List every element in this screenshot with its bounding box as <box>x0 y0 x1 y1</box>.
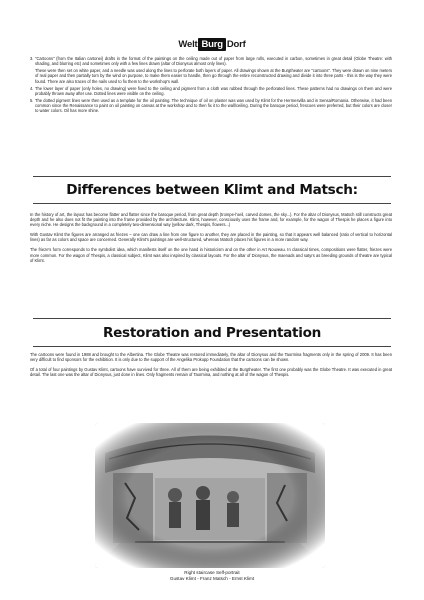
logo-part-welt: Welt <box>178 39 198 50</box>
paragraph: With Gustav Klimt the figures are arranged as friezes – one can draw a line from one figure to another, they are placed in the painting, so that it appears well balanced (ratio of vertical to horizontal lines) as far as colors and space are concerned. Generally Klimt's paintings are well-structured, whereas Matsch places his figures in a more random way. <box>30 232 392 243</box>
differences-body <box>30 212 392 268</box>
logo-part-burg: Burg <box>198 38 225 51</box>
intro-list <box>30 56 392 116</box>
logo-part-dorf: Dorf <box>226 39 246 50</box>
section-heading-restoration: Restoration and Presentation <box>102 325 322 341</box>
paragraph: Of a total of four paintings by Gustav Klimt, cartoons have survived for three. All of them are being exhibited at the Burgtheater. The first one probably was the Globe Theatre. It was executed in great detail. The last one was the altar of Dionysus, just done in lines. Only fragments remain of Taormina, and nothing at all of the wagon of Thespis. <box>30 367 392 378</box>
list-item: These were then set on white paper, and a needle was used along the lines to perforate both layers of paper. All drawings shown at the Burgtheater are "cartoons". They were drawn on nine meters of real paper and then partially torn by the wind on purpose, to make them easier to handle, then go through the entire reconstructed drawing and divide it into three parts - this is the way they were found. There are also traces of the nails used to fix them to the workshop's wall. <box>35 68 392 84</box>
list-item: 5. The dotted pigment lines were then used as a template for the oil painting. The technique of oil on plaster was was used by Klimt for the Hermesvilla and in Sensa/Romania. Otherwise, it had been common since the Renaissance to paint on oil painting on canvas at the workshop and to then fix it to the wall/ceiling. During the baroque period, frescoes were preferred, but their colors are closer to water colors. Oil has more shine. <box>30 98 392 114</box>
divider <box>33 318 391 319</box>
painting-illustration <box>95 423 325 568</box>
paragraph: The cartoons were found in 1988 and brought to the Albertina. The Globe Theatre was restored immediately, the altar of Dionysus and the Taormina fragments only in the spring of 2009. It has been very difficult to find sponsors for the exhibition. It is only due to the support of the Angelika Prokopp Foundation that the cartoons can be shown. <box>30 352 392 363</box>
list-item: 3. "Cartoons" (from the Italian cartonei) drafts in the format of the paintings on the ceiling made out of paper from large rolls, executed in carbon, sometimes in great detail (Globe Theatre: with shading, and blurring etc) and sometimes only with a few lines drawn (altar of Dionysus almost only lines). <box>30 56 392 67</box>
caption-line-2: Gustav Klimt - Franz Matsch - Ernst Klimt <box>169 575 255 581</box>
weltburgdorf-logo <box>0 34 424 52</box>
caption-line-1: Right staircase Self-portrait <box>184 570 240 575</box>
staircase-painting-photo <box>95 423 325 568</box>
paragraph: The frieze's form corresponds to the symbolist idea, which manifests itself on the one hand in historicism and on the other in Art Nouveau. In classical times, compositions were flatter, friezes were more common. For the wagon of Thespis, a classical subject, Klimt was also inspired by classical layouts. For the altar of Dionysus, the maenads and satyrs as breeding grounds of theatre are typical of Klimt. <box>30 247 392 263</box>
divider <box>33 176 391 177</box>
restoration-body <box>30 352 392 382</box>
paragraph: In the history of art, the layout has become flatter and flatter since the baroque period, from great depth (trompe-l'oeil, carved domes, the sky...). For the altar of Dionysus, Matsch still constructs great depth and he also does not fit the painting into the frame provided by the architecture. Klimt, however, consciously uses the frame and, for example, for the wagon of Thespis he places a figure into every niche. He designs the background in a completely two-dimensional way (yellow dark, Thespis, flowers...) <box>30 212 392 228</box>
section-heading-differences: Differences between Klimt and Matsch: <box>66 182 358 198</box>
divider <box>33 346 391 347</box>
list-item: 4. The lower layer of paper (only holes, no drawing) were fixed to the ceiling and pigment from a cloth was rubbed through the perforated lines. These patterns had no drawings on them and were probably thrown away after use. Dotted lines were visible on the ceiling. <box>30 85 392 96</box>
photo-caption <box>0 570 424 582</box>
divider <box>33 203 391 204</box>
